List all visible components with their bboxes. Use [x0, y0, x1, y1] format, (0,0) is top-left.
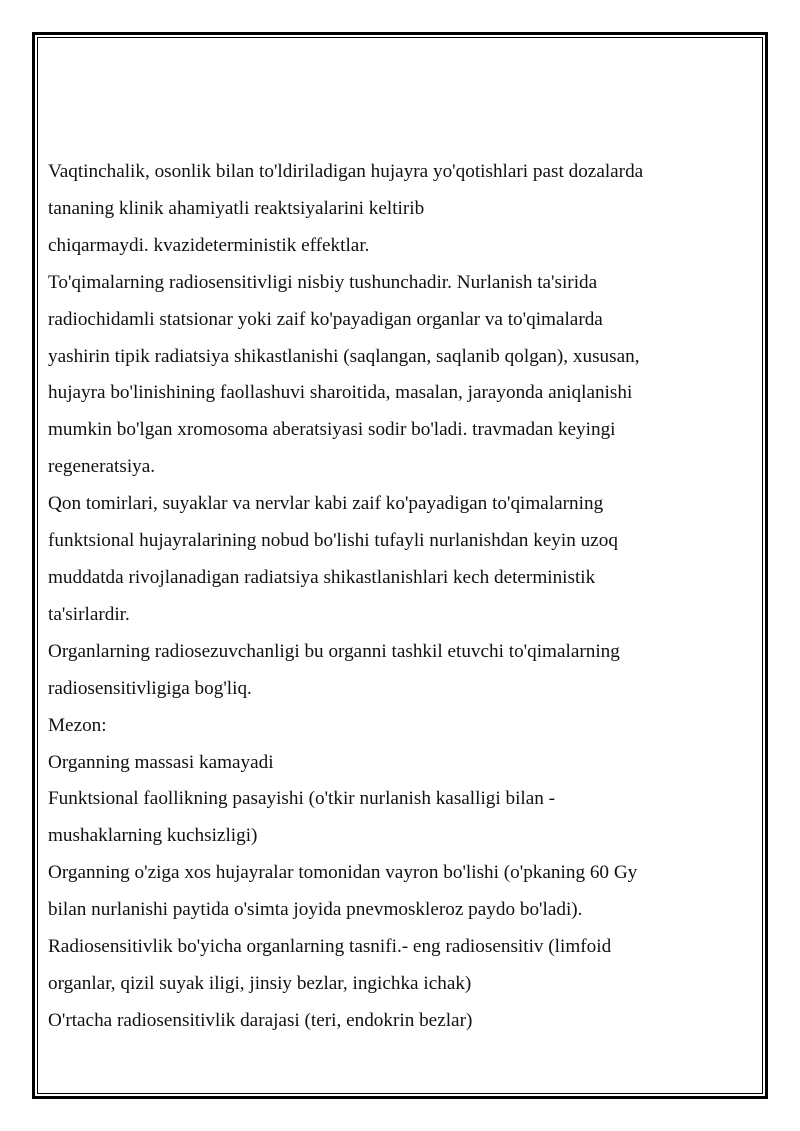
text-line: Vaqtinchalik, osonlik bilan to'ldiriladigan hujayra yo'qotishlari past dozalarda [48, 161, 644, 182]
text-line: chiqarmaydi. kvazideterministik effektlar. [48, 234, 370, 256]
text-line: radiochidamli statsionar yoki zaif ko'payadigan organlar va to'qimalarda [48, 308, 603, 330]
text-line: tananing klinik ahamiyatli reaktsiyalarini keltirib [48, 197, 425, 219]
document-body [48, 154, 748, 1040]
text-line: Mezon: [48, 714, 107, 736]
text-line: Qon tomirlari, suyaklar va nervlar kabi zaif ko'payadigan to'qimalarning [48, 493, 604, 515]
text-line: muddatda rivojlanadigan radiatsiya shikastlanishlari kech deterministik [48, 566, 596, 588]
text-line: funktsional hujayralarining nobud bo'lishi tufayli nurlanishdan keyin uzoq [48, 530, 618, 552]
text-line: To'qimalarning radiosensitivligi nisbiy tushunchadir. Nurlanish ta'sirida [48, 271, 598, 293]
text-line: yashirin tipik radiatsiya shikastlanishi (saqlangan, saqlanib qolgan), xususan, [48, 345, 640, 367]
text-line: Radiosensitivlik bo'yicha organlarning tasnifi.- eng radiosensitiv (limfoid [48, 936, 612, 958]
text-line: Organlarning radiosezuvchanligi bu organni tashkil etuvchi to'qimalarning [48, 640, 620, 662]
text-line: regeneratsiya. [48, 456, 156, 478]
text-line: O'rtacha radiosensitivlik darajasi (teri, endokrin bezlar) [48, 1009, 473, 1031]
text-line: bilan nurlanishi paytida o'simta joyida pnevmoskleroz paydo bo'ladi). [48, 899, 583, 921]
text-line: Organning o'ziga xos hujayralar tomonidan vayron bo'lishi (o'pkaning 60 Gy [48, 862, 638, 884]
text-line: ta'sirlardir. [48, 603, 130, 625]
text-line: hujayra bo'linishining faollashuvi sharoitida, masalan, jarayonda aniqlanishi [48, 382, 633, 404]
text-line: mushaklarning kuchsizligi) [48, 825, 258, 847]
text-line: Funktsional faollikning pasayishi (o'tkir nurlanish kasalligi bilan - [48, 788, 556, 810]
text-line: organlar, qizil suyak iligi, jinsiy bezlar, ingichka ichak) [48, 972, 472, 994]
text-line: mumkin bo'lgan xromosoma aberatsiyasi sodir bo'ladi. travmadan keyingi [48, 419, 616, 441]
text-line: radiosensitivligiga bog'liq. [48, 677, 252, 699]
text-line: Organning massasi kamayadi [48, 751, 274, 773]
